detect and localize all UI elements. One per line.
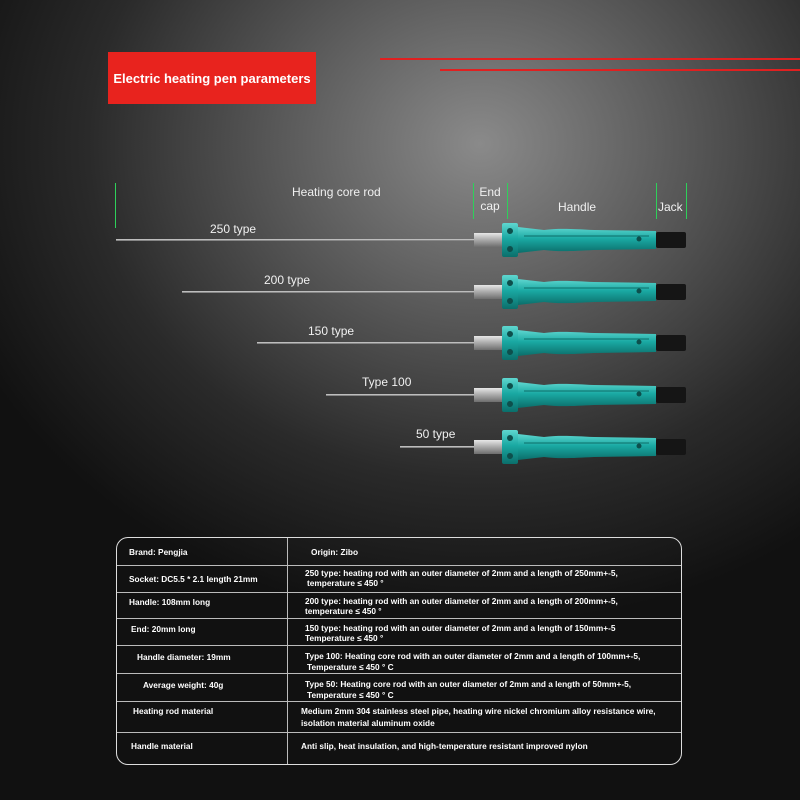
- end-cap-line1: End: [479, 185, 501, 199]
- pen-body: [474, 378, 686, 412]
- end-cap-line2: cap: [480, 199, 500, 213]
- pen-body: [474, 223, 686, 257]
- spec-150-line2: Temperature ≤ 450 °: [305, 633, 384, 643]
- spec-rod-material-label: Heating rod material: [133, 706, 214, 716]
- section-label-handle: Handle: [558, 200, 597, 214]
- spec-handle-material-label: Handle material: [131, 741, 193, 751]
- pen-label: 50 type: [416, 427, 456, 441]
- spec-rod-material-line2: isolation material aluminum oxide: [301, 718, 435, 728]
- pen-body: [474, 326, 686, 360]
- spec-brand: Brand: Pengjia: [129, 547, 188, 557]
- pen-label: 200 type: [264, 273, 311, 287]
- spec-200-line2: temperature ≤ 450 °: [305, 606, 382, 616]
- page-title: Electric heating pen parameters: [113, 70, 311, 86]
- specs-table: [116, 537, 682, 765]
- table-row-divider: [117, 645, 681, 646]
- heating-rod: [116, 239, 474, 241]
- spec-50-line2: Temperature ≤ 450 ° C: [307, 690, 394, 700]
- table-row-divider: [117, 701, 681, 702]
- spec-rod-material-line1: Medium 2mm 304 stainless steel pipe, heating wire nickel chromium alloy resistance wire,: [301, 706, 656, 716]
- table-row-divider: [117, 618, 681, 619]
- spec-average-weight: Average weight: 40g: [143, 680, 224, 690]
- heating-rod: [257, 342, 474, 344]
- table-row-divider: [117, 673, 681, 674]
- pen-label: 150 type: [308, 324, 355, 338]
- table-row-divider: [117, 565, 681, 566]
- table-column-divider: [287, 538, 288, 764]
- spec-handle-diameter: Handle diameter: 19mm: [137, 652, 231, 662]
- spec-200-line1: 200 type: heating rod with an outer diameter of 2mm and a length of 200mm+-5,: [305, 596, 618, 606]
- spec-100-line2: Temperature ≤ 450 ° C: [307, 662, 394, 672]
- heating-rod: [326, 394, 474, 396]
- spec-50-line1: Type 50: Heating core rod with an outer diameter of 2mm and a length of 50mm+-5,: [305, 679, 632, 689]
- spec-250-line2: temperature ≤ 450 °: [307, 578, 384, 588]
- spec-100-line1: Type 100: Heating core rod with an outer diameter of 2mm and a length of 100mm+-5,: [305, 651, 641, 661]
- spec-socket: Socket: DC5.5 * 2.1 length 21mm: [129, 574, 258, 584]
- spec-150-line1: 150 type: heating rod with an outer diameter of 2mm and a length of 150mm+-5: [305, 623, 616, 633]
- spec-end-length: End: 20mm long: [131, 624, 196, 634]
- heating-rod: [400, 446, 474, 448]
- pen-label: 250 type: [210, 222, 257, 236]
- pen-label: Type 100: [362, 375, 412, 389]
- spec-origin: Origin: Zibo: [311, 547, 359, 557]
- spec-250-line1: 250 type: heating rod with an outer diameter of 2mm and a length of 250mm+-5,: [305, 568, 618, 578]
- spec-handle-material-value: Anti slip, heat insulation, and high-temperature resistant improved nylon: [301, 741, 588, 751]
- heating-rod: [182, 291, 474, 293]
- spec-handle-length: Handle: 108mm long: [129, 597, 211, 607]
- section-label-jack: Jack: [658, 200, 683, 214]
- table-row-divider: [117, 592, 681, 593]
- pen-body: [474, 430, 686, 464]
- pen-body: [474, 275, 686, 309]
- section-label-rod: Heating core rod: [292, 185, 381, 199]
- table-row-divider: [117, 732, 681, 733]
